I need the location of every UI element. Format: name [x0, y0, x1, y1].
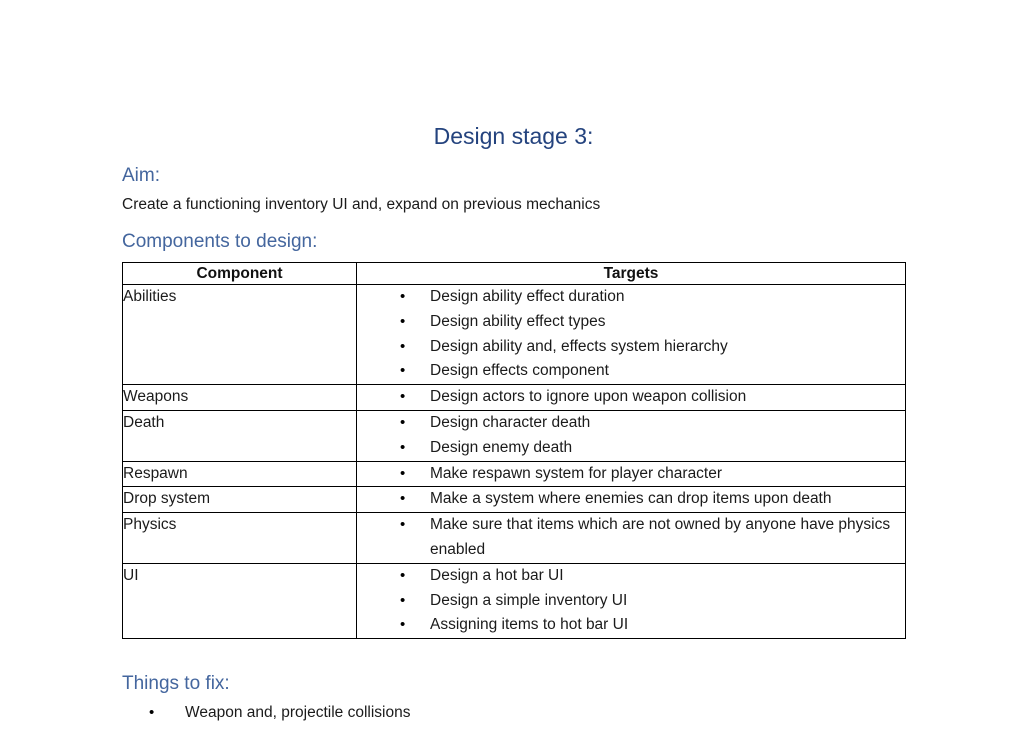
fix-list — [122, 701, 822, 726]
bullet-icon: • — [400, 516, 406, 534]
target-item — [357, 285, 905, 310]
target-text: Design character death — [430, 413, 591, 431]
component-name: Weapons — [123, 385, 357, 411]
table-row — [123, 410, 906, 461]
target-text: Assigning items to hot bar UI — [430, 616, 629, 634]
target-item — [357, 385, 905, 410]
table-row — [123, 563, 906, 638]
targets-cell — [357, 410, 906, 461]
targets-cell — [357, 285, 906, 385]
fix-item-text: Weapon and, projectile collisions — [185, 704, 411, 721]
target-text: Design a hot bar UI — [430, 566, 564, 584]
target-item — [357, 564, 905, 589]
table-row — [123, 513, 906, 564]
component-name: Death — [123, 410, 357, 461]
target-item — [357, 411, 905, 436]
targets-cell — [357, 487, 906, 513]
component-name: Respawn — [123, 461, 357, 487]
bullet-icon: • — [400, 464, 406, 482]
component-name: Drop system — [123, 487, 357, 513]
target-item — [357, 359, 905, 384]
column-header-targets: Targets — [357, 263, 906, 285]
target-item — [357, 335, 905, 360]
bullet-icon: • — [400, 337, 406, 355]
table-row — [123, 385, 906, 411]
targets-cell — [357, 513, 906, 564]
target-item — [357, 613, 905, 638]
target-text: Design a simple inventory UI — [430, 591, 628, 609]
target-text: Design effects component — [430, 362, 609, 380]
target-item — [357, 436, 905, 461]
section-heading-components: Components to design: — [122, 231, 318, 252]
target-text: Design enemy death — [430, 438, 573, 456]
column-header-component: Component — [123, 263, 357, 285]
section-heading-aim: Aim: — [122, 165, 160, 186]
targets-cell — [357, 461, 906, 487]
bullet-icon: • — [400, 438, 406, 456]
bullet-icon: • — [400, 288, 406, 305]
components-table — [122, 262, 906, 639]
target-item — [357, 487, 905, 512]
target-item — [357, 513, 905, 563]
target-text: Make respawn system for player character — [430, 464, 723, 482]
fix-item — [122, 701, 822, 726]
table-row — [123, 461, 906, 487]
aim-text: Create a functioning inventory UI and, expand on previous mechanics — [122, 196, 601, 213]
table-row — [123, 285, 906, 385]
target-text: Design actors to ignore upon weapon collision — [430, 388, 747, 406]
table-row — [123, 487, 906, 513]
bullet-icon: • — [400, 591, 406, 609]
section-heading-fix: Things to fix: — [122, 673, 230, 694]
target-item — [357, 462, 905, 487]
component-name: UI — [123, 563, 357, 638]
bullet-icon: • — [149, 704, 155, 721]
bullet-icon: • — [400, 566, 406, 584]
bullet-icon: • — [400, 616, 406, 634]
bullet-icon: • — [400, 490, 406, 508]
target-text: Design ability and, effects system hierarchy — [430, 337, 728, 355]
table-header-row — [123, 263, 906, 285]
bullet-icon: • — [400, 388, 406, 406]
target-item — [357, 589, 905, 614]
component-name: Physics — [123, 513, 357, 564]
target-text: Make a system where enemies can drop items upon death — [430, 490, 832, 508]
component-name: Abilities — [123, 285, 357, 385]
bullet-icon: • — [400, 362, 406, 380]
page-title: Design stage 3: — [433, 123, 594, 149]
targets-cell — [357, 385, 906, 411]
target-text: Design ability effect duration — [430, 288, 625, 305]
bullet-icon: • — [400, 312, 406, 330]
target-text: Make sure that items which are not owned by anyone have physics enabled — [430, 516, 891, 558]
target-item — [357, 310, 905, 335]
target-text: Design ability effect types — [430, 312, 606, 330]
bullet-icon: • — [400, 413, 406, 431]
targets-cell — [357, 563, 906, 638]
